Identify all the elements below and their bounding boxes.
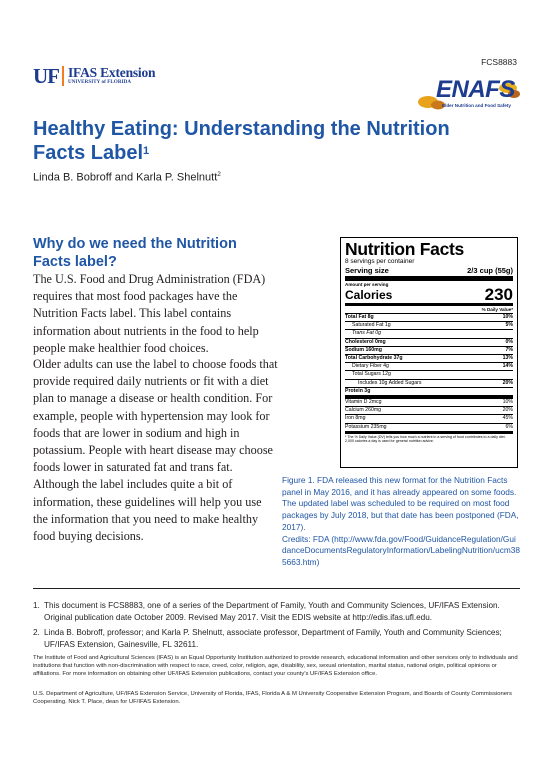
nf-row-name: Calcium 260mg [345, 407, 382, 414]
nf-row-fiber [345, 363, 513, 371]
nf-serving-size [345, 266, 513, 281]
nf-row-pct: 10% [502, 314, 513, 320]
nutrition-facts-label [340, 237, 518, 468]
figure-caption-text: Figure 1. FDA released this new format for the Nutrition Facts panel in May 2016, and it has already appeared on some foods. The updated label was scheduled to be required on most food packages by July 2018, but that date has been postponed (FDA, 2017). [282, 475, 519, 532]
nf-title: Nutrition Facts [345, 239, 464, 259]
nf-row-pct: 20% [502, 379, 513, 386]
authors [33, 171, 221, 184]
nf-row-sodium [345, 347, 513, 355]
nf-row-protein [345, 388, 513, 399]
nf-row-name: Saturated Fat 1g [352, 322, 391, 329]
paragraph-1: The U.S. Food and Drug Administration (FDA) requires that most food packages have the Nutrition Facts label. This label contains information about nutrients in the food to help people make healthier food choices. [33, 272, 266, 355]
paragraph-2: Older adults can use the label to choose foods that provide required daily nutrients or fit with a diet plan to manage a disease or health condition. For example, people with hypertension may look for foods that are lower in sodium and high in potassium. People with heart disease may choose foods lower in saturated fat and trans fat. Although the label includes quite a bit of information, these guidelines will help you use the information that you need to make healthy food buying decisions. [33, 357, 278, 544]
footnote-text: This document is FCS8883, one of a series of the Department of Family, Youth and Community Sciences, UF/IFAS Extension. Original publication date October 2009. Revised May 2017. Visit the EDIS website at http://edis.ifas.ufl.edu. [44, 601, 500, 622]
nf-calories-label: Calories [345, 288, 393, 302]
nf-row-iron [345, 415, 513, 423]
nf-row-name: Total Sugars 12g [352, 371, 391, 378]
page-title [33, 117, 453, 165]
nf-row-pct: 13% [502, 355, 513, 362]
figure-caption [282, 475, 520, 569]
enafs-logo [416, 72, 520, 112]
nf-servings: 8 servings per container [345, 258, 415, 265]
logo-name: IFAS Extension [68, 65, 156, 80]
nf-row-pct: 5% [505, 322, 513, 329]
cooperating-statement: U.S. Department of Agriculture, UF/IFAS Extension Service, University of Florida, IFAS, Florida A & M University Cooperative Extension Program, and Boards of County Commissioners Cooperating. Nick T. Place, dean for UF/IFAS Extension. [33, 691, 512, 705]
title-footnote-ref: 1 [143, 145, 150, 157]
nf-calories-value: 230 [484, 285, 513, 304]
authors-text: Linda B. Bobroff and Karla P. Shelnutt [33, 171, 218, 184]
logo-subtitle: UNIVERSITY of FLORIDA [68, 80, 132, 85]
nf-row-name: Protein 3g [345, 387, 371, 394]
nf-row-sugars [345, 371, 513, 379]
nf-serving-size-label: Serving size [345, 266, 389, 275]
nf-row-pct: 14% [502, 363, 513, 370]
nf-row-name: Sodium 160mg [345, 346, 382, 353]
footnote-number: 1. [33, 601, 40, 610]
nf-serving-size-value: 2/3 cup (55g) [467, 266, 513, 275]
nf-row-pct: 7% [505, 346, 513, 353]
nf-row-name: Cholesterol 0mg [345, 338, 386, 345]
footnote-number: 2. [33, 628, 40, 637]
publication-number: FCS8883 [481, 57, 517, 67]
equal-opportunity-statement: The Institute of Food and Agricultural Sciences (IFAS) is an Equal Opportunity Institution authorized to provide research, educational information and other services only to individuals and institutions that function with non-discrimination with respect to race, creed, color, religion, age, disability, sex, sexual orientation, marital status, national origin, political opinions or affiliations. For more information on obtaining other UF/IFAS Extension publications, contact your county's UF/IFAS Extension office. [33, 655, 518, 677]
nf-row-pct: 0% [505, 338, 513, 345]
footnote-text: Linda B. Bobroff, professor; and Karla P. Shelnutt, associate professor, Department of Family, Youth and Community Sciences; UF/IFAS Extension, Gainesville, FL 32611. [44, 628, 502, 649]
nf-amount-per-serving: Amount per serving [345, 282, 389, 287]
footnote-1 [33, 600, 520, 623]
authors-footnote-ref: 2 [217, 171, 221, 178]
uf-logo-mark: UF [33, 64, 59, 88]
nf-row-name: Vitamin D 2mcg [345, 399, 382, 406]
nf-row-carbohydrate [345, 355, 513, 363]
uf-ifas-logo [33, 66, 155, 86]
nf-calories [345, 285, 513, 306]
figure-credits[interactable]: Credits: FDA (http://www.fda.gov/Food/GuidanceRegulation/GuidanceDocumentsRegulatoryInformation/LabelingNutrition/ucm385663.htm) [282, 533, 520, 567]
nf-row-name: Total Fat 8g [345, 314, 374, 320]
nf-row-saturated-fat [345, 322, 513, 330]
page-title-text: Healthy Eating: Understanding the Nutrition Facts Label [33, 118, 450, 164]
nf-row-name: Includes 10g Added Sugars [358, 379, 422, 386]
nf-row-pct: 45% [502, 415, 513, 422]
logo-divider [62, 66, 64, 86]
nf-dv-header: % Daily Value* [345, 306, 513, 314]
nf-row-name: Iron 8mg [345, 415, 366, 422]
nf-row-vitamin-d [345, 399, 513, 407]
nf-row-calcium [345, 407, 513, 415]
nf-row-pct: 6% [505, 423, 513, 430]
footnote-divider [33, 588, 520, 589]
nf-row-name: Trans Fat 0g [352, 330, 382, 337]
enafs-wordmark: ENAFS [436, 76, 515, 103]
nf-row-added-sugars [345, 380, 513, 388]
nf-row-pct: 10% [502, 399, 513, 406]
nf-row-total-fat [345, 314, 513, 322]
nf-row-name: Potassium 235mg [345, 423, 387, 430]
nf-row-potassium [345, 424, 513, 434]
nf-row-trans-fat [345, 330, 513, 338]
enafs-tagline: Elder Nutrition and Food Safety [442, 103, 511, 108]
nf-row-name: Dietary Fiber 4g [352, 363, 389, 370]
nf-row-cholesterol [345, 339, 513, 347]
nf-footnote: * The % Daily Value (DV) tells you how much a nutrient in a serving of food contributes to a daily diet. 2,000 calories a day is used for general nutrition advice. [345, 434, 506, 444]
nf-row-pct: 20% [502, 407, 513, 414]
nf-row-name: Total Carbohydrate 37g [345, 355, 403, 362]
footnote-2 [33, 627, 520, 650]
section-heading: Why do we need the Nutrition Facts label? [33, 236, 237, 270]
